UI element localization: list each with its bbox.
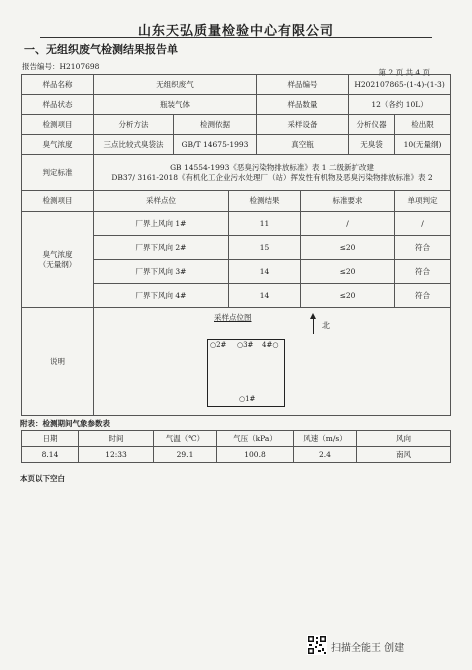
- point-3: ○3#: [237, 341, 254, 349]
- weather-cell: 2.4: [294, 447, 357, 463]
- row-req: ≤20: [301, 284, 395, 308]
- weather-cell: 12:33: [79, 447, 154, 463]
- qr-code-icon: [307, 635, 327, 655]
- section-title: 一、无组织废气检测结果报告单: [24, 43, 178, 56]
- weather-header: 气压（kPa）: [217, 431, 294, 447]
- sketch-title: 采样点位图: [214, 313, 252, 322]
- scanner-watermark: 扫描全能王 创建: [331, 643, 405, 654]
- blank-note: 本页以下空白: [20, 474, 65, 483]
- appendix-title: 附表：检测期间气象参数表: [20, 419, 110, 428]
- row-req: ≤20: [301, 260, 395, 284]
- row-point: 厂界下风向 3#: [94, 260, 229, 284]
- row-judge: 符合: [395, 260, 451, 284]
- item-odor: [22, 212, 94, 308]
- test-item-label: 检测项目: [22, 115, 94, 135]
- weather-cell: 29.1: [154, 447, 217, 463]
- row-judge: /: [395, 212, 451, 236]
- sample-id-label: 样品编号: [257, 75, 349, 95]
- row-req: ≤20: [301, 236, 395, 260]
- limit-value: 10(无量纲): [395, 135, 451, 155]
- criteria-text: [94, 155, 451, 191]
- north-label: 北: [322, 321, 330, 330]
- weather-header: 风向: [357, 431, 451, 447]
- weather-table: [21, 430, 451, 463]
- row-point: 厂界上风向 1#: [94, 212, 229, 236]
- analysis-label: 分析仪器: [349, 115, 395, 135]
- row-point: 厂界下风向 4#: [94, 284, 229, 308]
- weather-header: 气温（℃）: [154, 431, 217, 447]
- item-name-2: （无量纲）: [38, 259, 77, 269]
- row-point: 厂界下风向 2#: [94, 236, 229, 260]
- sample-qty-label: 样品数量: [257, 95, 349, 115]
- page-number: 第 2 页 共 4 页: [378, 68, 430, 77]
- sample-id: H202107865-(1-4)-(1-3): [349, 75, 451, 95]
- sample-name-label: 样品名称: [22, 75, 94, 95]
- row-judge: 符合: [395, 284, 451, 308]
- basis-label: 检测依据: [174, 115, 257, 135]
- limit-label: 检出限: [395, 115, 451, 135]
- report-number: 报告编号：H2107698: [22, 62, 100, 71]
- basis-value: GB/T 14675-1993: [174, 135, 257, 155]
- row-result: 14: [229, 260, 301, 284]
- sample-state-label: 样品状态: [22, 95, 94, 115]
- weather-cell: 8.14: [22, 447, 79, 463]
- sample-qty: 12（各约 10L）: [349, 95, 451, 115]
- weather-cell: 100.8: [217, 447, 294, 463]
- criteria-label: 判定标准: [22, 155, 94, 191]
- row-result: 11: [229, 212, 301, 236]
- col-item: 检测项目: [22, 191, 94, 212]
- north-arrow-icon: [313, 318, 314, 334]
- item-name-1: 臭气浓度: [42, 250, 73, 260]
- criteria-line-2: DB37/ 3161-2018《有机化工企业污水处理厂（站）挥发性有机物及恶臭污染物排放标准》表 2: [111, 172, 433, 182]
- odor-label: 臭气浓度: [22, 135, 94, 155]
- weather-header: 风速（m/s）: [294, 431, 357, 447]
- weather-header: 时间: [79, 431, 154, 447]
- sample-state: 瓶装气体: [94, 95, 257, 115]
- row-req: /: [301, 212, 395, 236]
- weather-cell: 南风: [357, 447, 451, 463]
- col-req: 标准要求: [301, 191, 395, 212]
- site-sketch: [207, 339, 285, 407]
- row-result: 14: [229, 284, 301, 308]
- header-rule: [40, 37, 432, 38]
- method-value: 三点比较式臭袋法: [94, 135, 174, 155]
- point-4: 4#○: [262, 341, 279, 349]
- method-label: 分析方法: [94, 115, 174, 135]
- point-1: ○1#: [239, 395, 256, 403]
- col-judge: 单项判定: [395, 191, 451, 212]
- company-name: 山东天弘质量检验中心有限公司: [137, 24, 334, 39]
- analysis-value: 无臭袋: [349, 135, 395, 155]
- col-point: 采样点位: [94, 191, 229, 212]
- criteria-line-1: GB 14554-1993《恶臭污染物排放标准》表 1 二级新扩改建: [170, 163, 374, 173]
- row-result: 15: [229, 236, 301, 260]
- sampling-value: 真空瓶: [257, 135, 349, 155]
- point-2: ○2#: [210, 341, 227, 349]
- sampling-label: 采样设备: [257, 115, 349, 135]
- row-judge: 符合: [395, 236, 451, 260]
- weather-header: 日期: [22, 431, 79, 447]
- sample-name: 无组织废气: [94, 75, 257, 95]
- col-result: 检测结果: [229, 191, 301, 212]
- note-label: 说明: [22, 308, 94, 416]
